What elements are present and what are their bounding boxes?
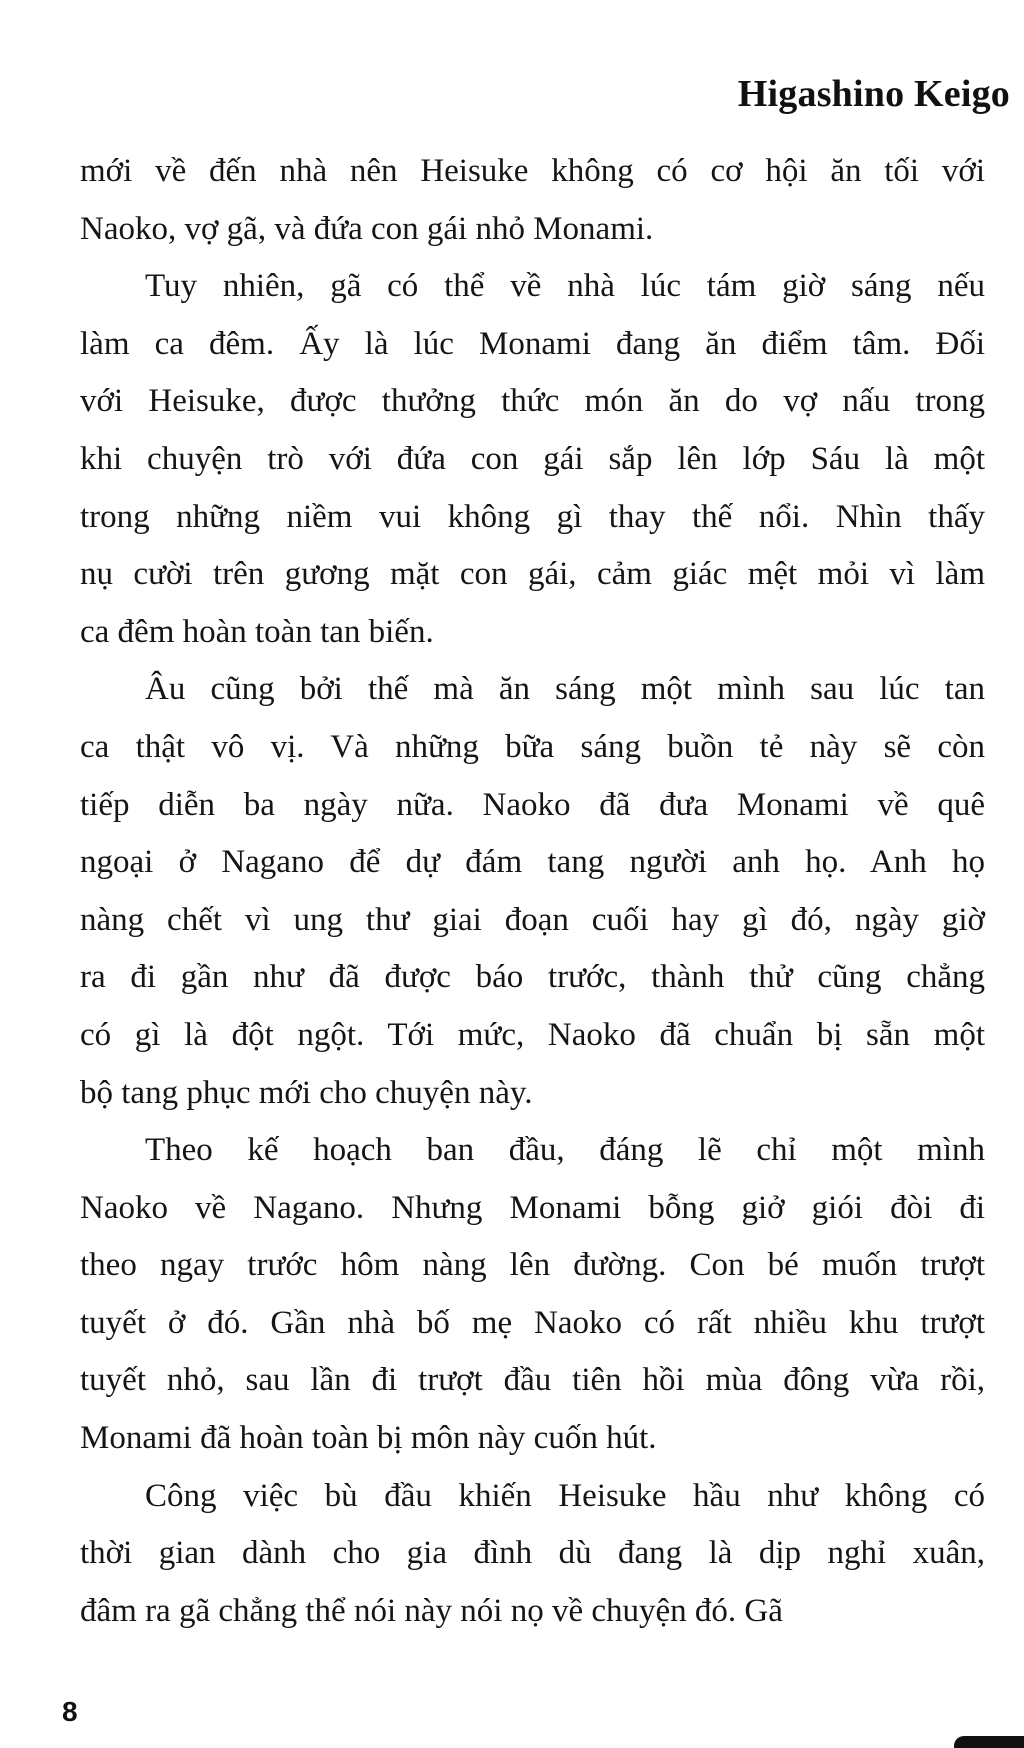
- text-line: đâm ra gã chẳng thể nói này nói nọ về chuyện đó. Gã: [80, 1592, 783, 1629]
- paragraph: [80, 661, 985, 1122]
- text-line: với Heisuke, được thưởng thức món ăn do vợ nấu trong: [80, 383, 985, 420]
- text-line: tuyết nhỏ, sau lần đi trượt đầu tiên hồi mùa đông vừa rồi,: [80, 1362, 985, 1399]
- text-line: tuyết ở đó. Gần nhà bố mẹ Naoko có rất nhiều khu trượt: [80, 1304, 985, 1341]
- text-line: ca thật vô vị. Và những bữa sáng buồn tẻ này sẽ còn: [80, 728, 985, 765]
- text-line: Âu cũng bởi thế mà ăn sáng một mình sau lúc tan: [145, 671, 985, 708]
- text-line: nụ cười trên gương mặt con gái, cảm giác mệt mỏi vì làm: [80, 556, 985, 593]
- text-line: ra đi gần như đã được báo trước, thành thử cũng chẳng: [80, 959, 985, 996]
- body-text: [80, 143, 985, 1640]
- paragraph: [80, 1468, 985, 1641]
- text-line: ngoại ở Nagano để dự đám tang người anh họ. Anh họ: [80, 844, 985, 881]
- device-edge-shadow: [954, 1736, 1024, 1748]
- text-line: bộ tang phục mới cho chuyện này.: [80, 1074, 533, 1111]
- running-header-author: Higashino Keigo: [737, 73, 1010, 115]
- text-line: có gì là đột ngột. Tới mức, Naoko đã chuẩn bị sẵn một: [80, 1016, 985, 1053]
- text-line: thời gian dành cho gia đình dù đang là dịp nghỉ xuân,: [80, 1535, 985, 1572]
- text-line: Monami đã hoàn toàn bị môn này cuốn hút.: [80, 1420, 657, 1457]
- text-line: Công việc bù đầu khiến Heisuke hầu như không có: [145, 1477, 985, 1514]
- paragraph: [80, 1122, 985, 1468]
- text-line: ca đêm hoàn toàn tan biến.: [80, 613, 434, 650]
- page-number: 8: [62, 1696, 78, 1727]
- text-line: nàng chết vì ung thư giai đoạn cuối hay gì đó, ngày giờ: [80, 901, 985, 938]
- text-line: Naoko, vợ gã, và đứa con gái nhỏ Monami.: [80, 210, 654, 247]
- text-line: khi chuyện trò với đứa con gái sắp lên lớp Sáu là một: [80, 440, 985, 477]
- paragraph: [80, 143, 985, 258]
- text-line: tiếp diễn ba ngày nữa. Naoko đã đưa Monami về quê: [80, 786, 985, 823]
- text-line: làm ca đêm. Ấy là lúc Monami đang ăn điểm tâm. Đối: [80, 325, 985, 362]
- text-line: Tuy nhiên, gã có thể về nhà lúc tám giờ sáng nếu: [145, 268, 985, 305]
- text-line: mới về đến nhà nên Heisuke không có cơ hội ăn tối với: [80, 153, 985, 189]
- paragraph: [80, 258, 985, 661]
- text-line: Theo kế hoạch ban đầu, đáng lẽ chỉ một mình: [145, 1132, 985, 1169]
- text-line: trong những niềm vui không gì thay thế nổi. Nhìn thấy: [80, 498, 985, 535]
- text-line: Naoko về Nagano. Nhưng Monami bỗng giở giói đòi đi: [80, 1189, 985, 1226]
- text-line: theo ngay trước hôm nàng lên đường. Con bé muốn trượt: [80, 1247, 985, 1284]
